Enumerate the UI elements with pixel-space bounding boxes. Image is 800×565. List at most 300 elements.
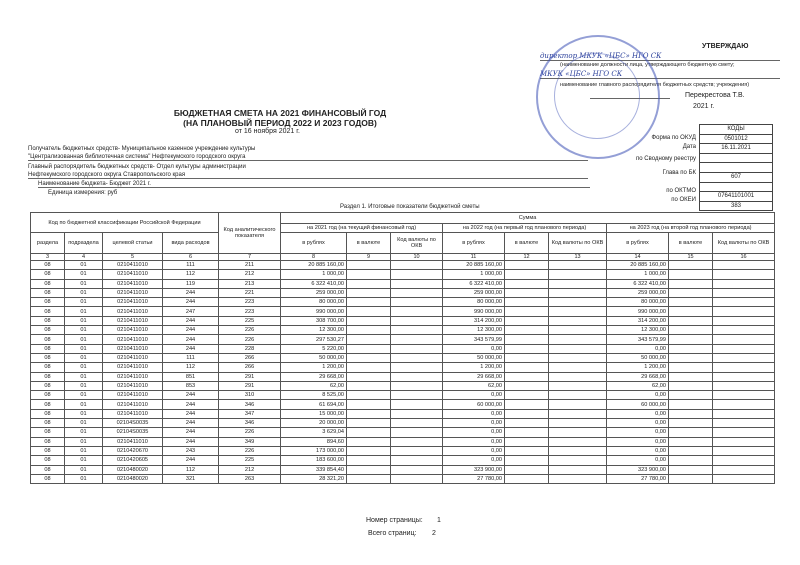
- cell-analytic: 225: [219, 456, 281, 465]
- approve-name: Перекрестова Т.В.: [685, 92, 745, 99]
- table-row: [31, 428, 775, 437]
- table-row: [31, 316, 775, 325]
- cell-empty: [669, 288, 713, 297]
- cell-expense-type: 119: [163, 279, 219, 288]
- cell-empty: [549, 335, 607, 344]
- cell-razdel: 08: [31, 409, 65, 418]
- cell-empty: [713, 307, 775, 316]
- code-registry: [700, 153, 772, 163]
- cell-analytic: 349: [219, 437, 281, 446]
- cell-target: 0210411010: [103, 372, 163, 381]
- cell-empty: [713, 316, 775, 325]
- header-2022-cur: в валюте: [505, 233, 549, 254]
- cell-2023-rub: 0,00: [607, 456, 669, 465]
- cell-podrazdel: 01: [65, 428, 103, 437]
- cell-empty: [347, 298, 391, 307]
- cell-target: 02104S0035: [103, 419, 163, 428]
- recipient-line-2: "Централизованная библиотечная система" Нефтекумского городского округа: [28, 154, 588, 161]
- cell-empty: [669, 428, 713, 437]
- table-row: [31, 326, 775, 335]
- code-empty-2: [700, 182, 772, 192]
- cell-expense-type: 244: [163, 335, 219, 344]
- cell-2023-rub: 0,00: [607, 446, 669, 455]
- table-row: [31, 344, 775, 353]
- cell-target: 0210411010: [103, 344, 163, 353]
- cell-empty: [505, 261, 549, 270]
- cell-empty: [549, 381, 607, 390]
- cell-2023-rub: 0,00: [607, 428, 669, 437]
- cell-empty: [669, 409, 713, 418]
- header-2023-cur: в валюте: [669, 233, 713, 254]
- approve-note-2: наименование главного распорядителя бюджетных средств; учреждения): [560, 82, 750, 88]
- cell-empty: [347, 353, 391, 362]
- cell-empty: [549, 372, 607, 381]
- cell-target: 0210411010: [103, 326, 163, 335]
- section-title: Раздел 1. Итоговые показатели бюджетной сметы: [340, 204, 480, 210]
- cell-empty: [347, 344, 391, 353]
- cell-2022-rub: 12 300,00: [443, 326, 505, 335]
- cell-empty: [391, 428, 443, 437]
- cell-podrazdel: 01: [65, 261, 103, 270]
- recipient-line-1: Получатель бюджетных средств- Муниципальное казенное учреждение культуры: [28, 146, 256, 152]
- column-number: 15: [669, 254, 713, 261]
- cell-target: 0210420605: [103, 456, 163, 465]
- cell-2021-rub: 173 000,00: [281, 446, 347, 455]
- column-number: 7: [219, 254, 281, 261]
- cell-empty: [713, 456, 775, 465]
- table-row: [31, 465, 775, 474]
- header-2022-rub: в рублях: [443, 233, 505, 254]
- cell-analytic: 213: [219, 279, 281, 288]
- cell-empty: [713, 391, 775, 400]
- header-analytic-code: Код аналитического показателя: [219, 213, 281, 254]
- cell-empty: [505, 307, 549, 316]
- cell-empty: [549, 270, 607, 279]
- cell-razdel: 08: [31, 307, 65, 316]
- cell-analytic: 266: [219, 363, 281, 372]
- codes-box: [699, 124, 773, 211]
- header-2023: на 2023 год (на второй год планового периода): [607, 224, 775, 233]
- cell-2023-rub: 62,00: [607, 381, 669, 390]
- cell-podrazdel: 01: [65, 307, 103, 316]
- main-manager-line-1: Главный распорядитель бюджетных средств- Отдел культуры администрации: [28, 164, 246, 170]
- cell-2021-rub: 28 321,20: [281, 474, 347, 483]
- cell-2023-rub: 0,00: [607, 344, 669, 353]
- cell-empty: [505, 270, 549, 279]
- cell-expense-type: 851: [163, 372, 219, 381]
- doc-date: от 16 ноября 2021 г.: [235, 128, 300, 135]
- cell-empty: [347, 335, 391, 344]
- cell-empty: [549, 446, 607, 455]
- cell-podrazdel: 01: [65, 353, 103, 362]
- cell-empty: [713, 335, 775, 344]
- cell-2022-rub: 1 000,00: [443, 270, 505, 279]
- cell-2021-rub: 8 525,00: [281, 391, 347, 400]
- cell-empty: [391, 391, 443, 400]
- cell-analytic: 226: [219, 335, 281, 344]
- cell-razdel: 08: [31, 391, 65, 400]
- table-row: [31, 474, 775, 483]
- cell-empty: [549, 307, 607, 316]
- main-manager-line-2: Нефтекумского городского округа Ставропольского края: [28, 172, 588, 179]
- cell-empty: [669, 261, 713, 270]
- cell-empty: [669, 279, 713, 288]
- cell-empty: [347, 400, 391, 409]
- approve-signature-2: МКУК «ЦБС» НГО СК: [540, 70, 780, 79]
- cell-empty: [505, 474, 549, 483]
- cell-analytic: 291: [219, 372, 281, 381]
- cell-analytic: 226: [219, 446, 281, 455]
- cell-podrazdel: 01: [65, 298, 103, 307]
- cell-podrazdel: 01: [65, 437, 103, 446]
- cell-empty: [713, 446, 775, 455]
- cell-empty: [347, 288, 391, 297]
- cell-2021-rub: 894,60: [281, 437, 347, 446]
- cell-empty: [391, 456, 443, 465]
- table-row: [31, 307, 775, 316]
- cell-analytic: 228: [219, 344, 281, 353]
- cell-2022-rub: 27 780,00: [443, 474, 505, 483]
- unit-of-measure: Единица измерения: руб: [48, 190, 118, 196]
- cell-target: 0210411010: [103, 288, 163, 297]
- cell-2021-rub: 308 700,00: [281, 316, 347, 325]
- cell-target: 0210411010: [103, 335, 163, 344]
- column-number: 10: [391, 254, 443, 261]
- cell-empty: [505, 391, 549, 400]
- cell-expense-type: 111: [163, 261, 219, 270]
- cell-2023-rub: 990 000,00: [607, 307, 669, 316]
- cell-podrazdel: 01: [65, 372, 103, 381]
- cell-2022-rub: 0,00: [443, 391, 505, 400]
- cell-empty: [391, 279, 443, 288]
- label-okei: по ОКЕИ: [671, 197, 696, 203]
- cell-empty: [505, 465, 549, 474]
- cell-empty: [713, 428, 775, 437]
- cell-target: 0210411010: [103, 409, 163, 418]
- cell-empty: [669, 316, 713, 325]
- cell-2021-rub: 15 000,00: [281, 409, 347, 418]
- cell-podrazdel: 01: [65, 419, 103, 428]
- cell-empty: [391, 298, 443, 307]
- cell-analytic: 226: [219, 428, 281, 437]
- cell-empty: [669, 474, 713, 483]
- cell-empty: [505, 288, 549, 297]
- cell-empty: [669, 307, 713, 316]
- cell-empty: [505, 419, 549, 428]
- cell-empty: [549, 465, 607, 474]
- cell-empty: [713, 372, 775, 381]
- cell-empty: [391, 307, 443, 316]
- cell-2021-rub: 20 885 160,00: [281, 261, 347, 270]
- cell-analytic: 223: [219, 298, 281, 307]
- table-row: [31, 261, 775, 270]
- cell-expense-type: 243: [163, 446, 219, 455]
- cell-empty: [669, 465, 713, 474]
- cell-empty: [505, 456, 549, 465]
- cell-empty: [713, 419, 775, 428]
- table-row: [31, 353, 775, 362]
- cell-2023-rub: 314 200,00: [607, 316, 669, 325]
- budget-table-body: [31, 261, 775, 484]
- table-row: [31, 335, 775, 344]
- cell-empty: [347, 326, 391, 335]
- cell-razdel: 08: [31, 261, 65, 270]
- table-row: [31, 372, 775, 381]
- cell-empty: [505, 298, 549, 307]
- cell-empty: [669, 419, 713, 428]
- label-okud: Форма по ОКУД: [651, 135, 696, 141]
- cell-empty: [549, 428, 607, 437]
- cell-2022-rub: 0,00: [443, 428, 505, 437]
- cell-2021-rub: 20 000,00: [281, 419, 347, 428]
- cell-empty: [505, 316, 549, 325]
- cell-razdel: 08: [31, 381, 65, 390]
- cell-expense-type: 244: [163, 437, 219, 446]
- cell-razdel: 08: [31, 326, 65, 335]
- cell-empty: [347, 474, 391, 483]
- cell-empty: [347, 391, 391, 400]
- cell-empty: [391, 437, 443, 446]
- cell-target: 0210420670: [103, 446, 163, 455]
- cell-empty: [391, 288, 443, 297]
- column-number: 13: [549, 254, 607, 261]
- code-oktmo: 07641101001: [700, 191, 772, 201]
- cell-razdel: 08: [31, 446, 65, 455]
- cell-2022-rub: 1 200,00: [443, 363, 505, 372]
- code-okei: 383: [700, 201, 772, 211]
- page-number-value: 1: [437, 517, 441, 524]
- header-2021: на 2021 год (на текущий финансовый год): [281, 224, 443, 233]
- cell-razdel: 08: [31, 335, 65, 344]
- cell-empty: [347, 437, 391, 446]
- cell-empty: [549, 437, 607, 446]
- cell-2022-rub: 62,00: [443, 381, 505, 390]
- cell-2022-rub: 50 000,00: [443, 353, 505, 362]
- cell-podrazdel: 01: [65, 391, 103, 400]
- cell-target: 0210411010: [103, 307, 163, 316]
- code-okud: 0501012: [700, 134, 772, 144]
- cell-empty: [391, 419, 443, 428]
- column-number: 16: [713, 254, 775, 261]
- cell-target: 02104S0035: [103, 428, 163, 437]
- cell-empty: [669, 326, 713, 335]
- cell-empty: [713, 270, 775, 279]
- header-2022-okv: Код валюты по ОКВ: [549, 233, 607, 254]
- cell-empty: [713, 437, 775, 446]
- cell-2021-rub: 61 694,00: [281, 400, 347, 409]
- header-expense-type: вида расходов: [163, 233, 219, 254]
- cell-analytic: 310: [219, 391, 281, 400]
- doc-title-2: (НА ПЛАНОВЫЙ ПЕРИОД 2022 И 2023 ГОДОВ): [183, 118, 377, 128]
- cell-empty: [669, 400, 713, 409]
- table-row: [31, 419, 775, 428]
- cell-analytic: 266: [219, 353, 281, 362]
- cell-2023-rub: 6 322 410,00: [607, 279, 669, 288]
- cell-empty: [347, 419, 391, 428]
- cell-analytic: 212: [219, 465, 281, 474]
- cell-podrazdel: 01: [65, 456, 103, 465]
- cell-podrazdel: 01: [65, 446, 103, 455]
- cell-2023-rub: 1 200,00: [607, 363, 669, 372]
- cell-2023-rub: 80 000,00: [607, 298, 669, 307]
- header-2021-okv: Код валюты по ОКВ: [391, 233, 443, 254]
- cell-razdel: 08: [31, 279, 65, 288]
- cell-podrazdel: 01: [65, 316, 103, 325]
- cell-expense-type: 244: [163, 409, 219, 418]
- cell-podrazdel: 01: [65, 270, 103, 279]
- cell-2022-rub: 29 668,00: [443, 372, 505, 381]
- codes-header: КОДЫ: [727, 126, 745, 132]
- table-row: [31, 288, 775, 297]
- cell-2021-rub: 3 629,04: [281, 428, 347, 437]
- cell-target: 0210480020: [103, 474, 163, 483]
- cell-expense-type: 244: [163, 326, 219, 335]
- table-row: [31, 400, 775, 409]
- header-bk-code: Код по бюджетной классификации Российской Федерации: [31, 213, 219, 233]
- cell-empty: [391, 353, 443, 362]
- cell-empty: [713, 353, 775, 362]
- cell-empty: [549, 391, 607, 400]
- cell-empty: [347, 261, 391, 270]
- cell-empty: [347, 279, 391, 288]
- cell-target: 0210411010: [103, 279, 163, 288]
- cell-empty: [669, 335, 713, 344]
- cell-podrazdel: 01: [65, 344, 103, 353]
- cell-2023-rub: 60 000,00: [607, 400, 669, 409]
- cell-empty: [713, 400, 775, 409]
- cell-podrazdel: 01: [65, 335, 103, 344]
- approve-title: УТВЕРЖДАЮ: [702, 43, 749, 50]
- cell-empty: [391, 316, 443, 325]
- cell-2021-rub: 12 300,00: [281, 326, 347, 335]
- column-number: 9: [347, 254, 391, 261]
- cell-empty: [713, 465, 775, 474]
- cell-2021-rub: 6 322 410,00: [281, 279, 347, 288]
- cell-2022-rub: 0,00: [443, 456, 505, 465]
- cell-empty: [713, 288, 775, 297]
- table-row: [31, 363, 775, 372]
- cell-2022-rub: 20 885 160,00: [443, 261, 505, 270]
- column-number-row: [31, 254, 775, 261]
- cell-expense-type: 244: [163, 391, 219, 400]
- cell-empty: [505, 400, 549, 409]
- cell-expense-type: 244: [163, 288, 219, 297]
- cell-empty: [549, 400, 607, 409]
- cell-2022-rub: 0,00: [443, 419, 505, 428]
- cell-empty: [549, 456, 607, 465]
- header-target: целевой статьи: [103, 233, 163, 254]
- table-row: [31, 381, 775, 390]
- cell-empty: [391, 409, 443, 418]
- cell-2023-rub: 29 668,00: [607, 372, 669, 381]
- cell-empty: [505, 437, 549, 446]
- cell-empty: [669, 344, 713, 353]
- cell-empty: [669, 381, 713, 390]
- label-glava: Глава по БК: [662, 170, 696, 176]
- code-empty-1: [700, 162, 772, 172]
- cell-analytic: 346: [219, 419, 281, 428]
- cell-podrazdel: 01: [65, 326, 103, 335]
- approve-note-1: (наименование должности лица, утверждающего бюджетную смету;: [560, 62, 735, 68]
- cell-analytic: 211: [219, 261, 281, 270]
- total-pages-label: Всего страниц:: [368, 530, 417, 537]
- cell-target: 0210411010: [103, 270, 163, 279]
- cell-target: 0210411010: [103, 363, 163, 372]
- column-number: 12: [505, 254, 549, 261]
- cell-razdel: 08: [31, 363, 65, 372]
- cell-expense-type: 111: [163, 353, 219, 362]
- cell-empty: [347, 363, 391, 372]
- cell-podrazdel: 01: [65, 465, 103, 474]
- cell-2021-rub: 259 000,00: [281, 288, 347, 297]
- cell-2022-rub: 80 000,00: [443, 298, 505, 307]
- cell-empty: [549, 474, 607, 483]
- cell-empty: [669, 456, 713, 465]
- cell-2022-rub: 990 000,00: [443, 307, 505, 316]
- cell-empty: [549, 316, 607, 325]
- cell-expense-type: 112: [163, 363, 219, 372]
- cell-2023-rub: 0,00: [607, 391, 669, 400]
- cell-2022-rub: 0,00: [443, 409, 505, 418]
- header-razdel: раздела: [31, 233, 65, 254]
- header-2023-okv: Код валюты по ОКВ: [713, 233, 775, 254]
- cell-empty: [505, 279, 549, 288]
- column-number: 5: [103, 254, 163, 261]
- cell-empty: [713, 326, 775, 335]
- cell-empty: [391, 465, 443, 474]
- cell-empty: [549, 326, 607, 335]
- cell-razdel: 08: [31, 288, 65, 297]
- label-oktmo: по ОКТМО: [666, 188, 696, 194]
- cell-2021-rub: 990 000,00: [281, 307, 347, 316]
- cell-analytic: 226: [219, 326, 281, 335]
- cell-expense-type: 244: [163, 419, 219, 428]
- cell-empty: [347, 465, 391, 474]
- cell-empty: [549, 344, 607, 353]
- cell-2022-rub: 343 579,99: [443, 335, 505, 344]
- budget-table: [30, 212, 775, 484]
- cell-target: 0210411010: [103, 391, 163, 400]
- cell-empty: [713, 261, 775, 270]
- cell-2021-rub: 5 220,00: [281, 344, 347, 353]
- label-registry: по Сводному реестру: [636, 156, 696, 162]
- cell-empty: [669, 372, 713, 381]
- cell-razdel: 08: [31, 437, 65, 446]
- cell-empty: [505, 428, 549, 437]
- cell-2023-rub: 27 780,00: [607, 474, 669, 483]
- cell-empty: [347, 270, 391, 279]
- cell-2021-rub: 1 200,00: [281, 363, 347, 372]
- cell-2021-rub: 80 000,00: [281, 298, 347, 307]
- cell-podrazdel: 01: [65, 474, 103, 483]
- cell-empty: [347, 428, 391, 437]
- cell-empty: [713, 474, 775, 483]
- cell-expense-type: 244: [163, 344, 219, 353]
- cell-empty: [505, 344, 549, 353]
- cell-empty: [505, 409, 549, 418]
- cell-empty: [347, 372, 391, 381]
- cell-razdel: 08: [31, 474, 65, 483]
- cell-razdel: 08: [31, 344, 65, 353]
- cell-empty: [713, 298, 775, 307]
- cell-empty: [669, 391, 713, 400]
- cell-expense-type: 244: [163, 428, 219, 437]
- table-row: [31, 391, 775, 400]
- cell-empty: [505, 326, 549, 335]
- cell-empty: [391, 474, 443, 483]
- cell-analytic: 346: [219, 400, 281, 409]
- cell-empty: [505, 353, 549, 362]
